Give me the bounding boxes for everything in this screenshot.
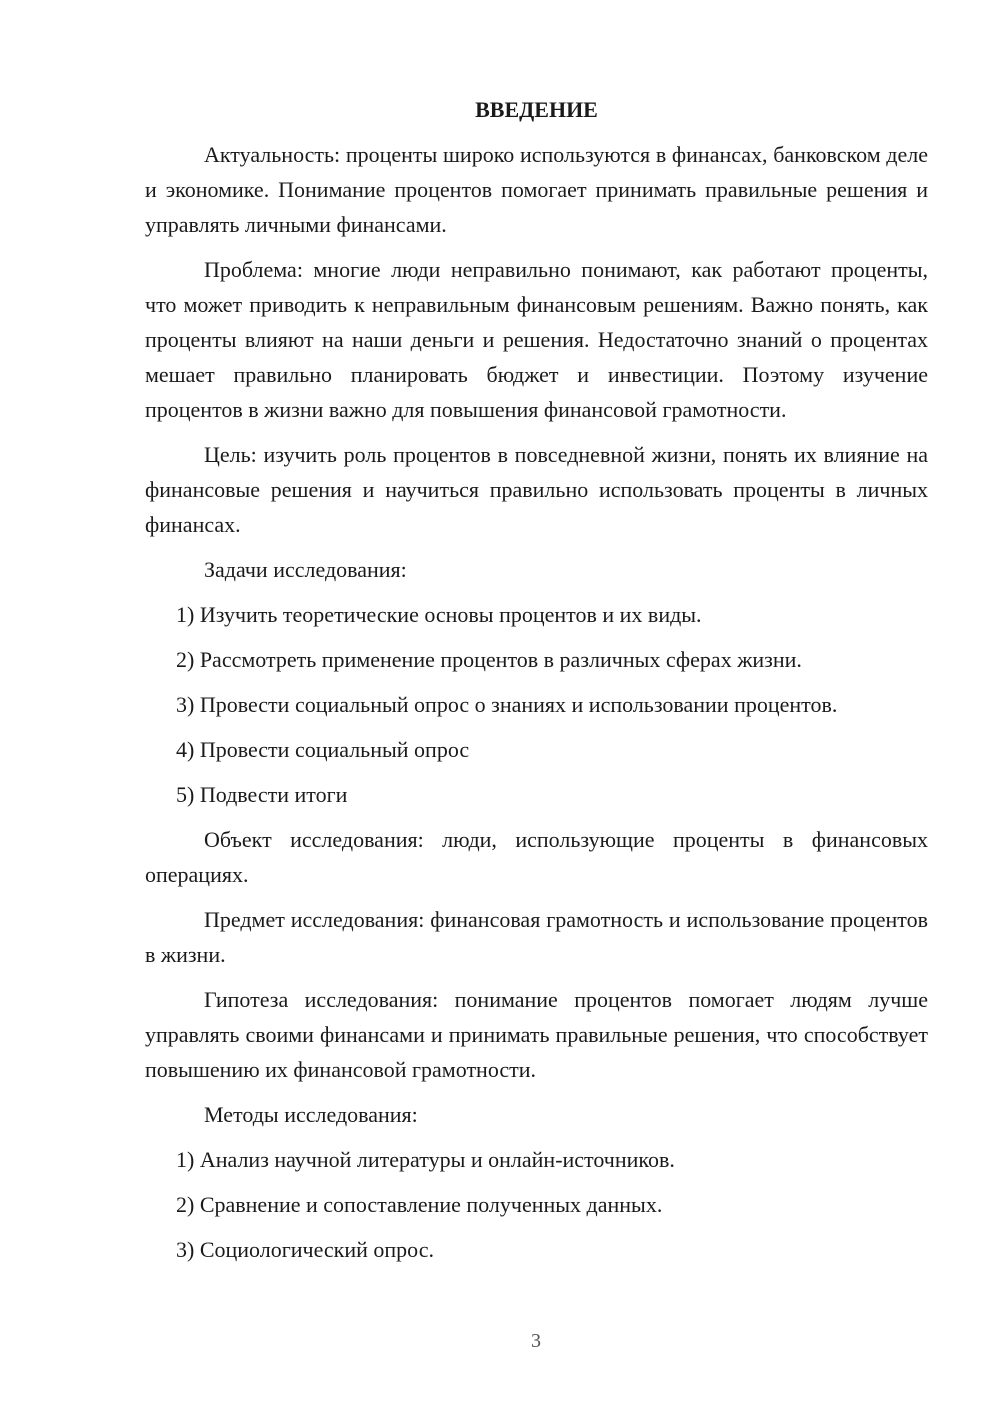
task-item: 4) Провести социальный опрос — [176, 737, 470, 762]
subject-paragraph: Предмет исследования: финансовая грамотность и использование процентов в жизни. — [145, 907, 928, 967]
page-number: 3 — [531, 1330, 541, 1352]
method-item: 1) Анализ научной литературы и онлайн-источников. — [176, 1147, 675, 1172]
task-item: 5) Подвести итоги — [176, 782, 348, 807]
goal-paragraph: Цель: изучить роль процентов в повседневной жизни, понять их влияние на финансовые решения и научиться правильно использовать проценты в личных финансах. — [145, 442, 928, 537]
page-title: ВВЕДЕНИЕ — [475, 97, 598, 122]
task-item: 2) Рассмотреть применение процентов в различных сферах жизни. — [176, 647, 802, 672]
method-item: 2) Сравнение и сопоставление полученных данных. — [176, 1192, 663, 1217]
methods-heading: Методы исследования: — [204, 1102, 418, 1127]
tasks-list — [145, 597, 928, 812]
method-item: 3) Социологический опрос. — [176, 1237, 434, 1262]
task-item: 3) Провести социальный опрос о знаниях и использовании процентов. — [176, 692, 838, 717]
object-paragraph: Объект исследования: люди, использующие проценты в финансовых операциях. — [145, 827, 928, 887]
relevance-paragraph: Актуальность: проценты широко используются в финансах, банковском деле и экономике. Понимание процентов помогает принимать правильные решения и управлять личными финансами. — [145, 142, 928, 237]
document-page — [145, 92, 928, 1277]
tasks-heading: Задачи исследования: — [204, 557, 407, 582]
methods-list — [145, 1142, 928, 1267]
hypothesis-paragraph: Гипотеза исследования: понимание процентов помогает людям лучше управлять своими финансами и принимать правильные решения, что способствует повышению их финансовой грамотности. — [145, 987, 928, 1082]
task-item: 1) Изучить теоретические основы процентов и их виды. — [176, 602, 702, 627]
problem-paragraph: Проблема: многие люди неправильно понимают, как работают проценты, что может приводить к неправильным финансовым решениям. Важно понять, как проценты влияют на наши деньги и решения. Недостаточно знаний о процентах мешает правильно планировать бюджет и инвестиции. Поэтому изучение процентов в жизни важно для повышения финансовой грамотности. — [145, 257, 928, 422]
